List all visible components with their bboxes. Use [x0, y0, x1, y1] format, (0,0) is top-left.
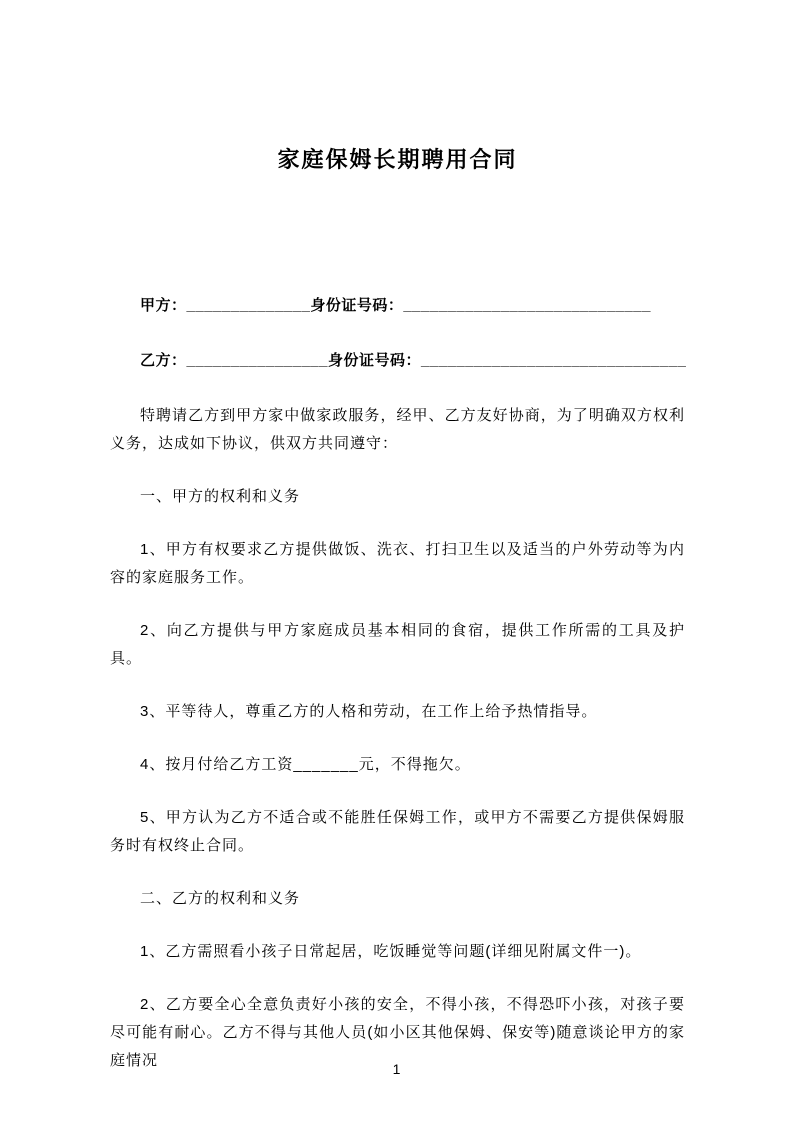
section1-heading: 一、甲方的权利和义务 — [140, 488, 301, 505]
party-b-label: 乙方： — [140, 352, 187, 369]
section2-item-2: 2、乙方要全心全意负责好小孩的安全，不得小孩，不得恐吓小孩，对孩子要尽可能有耐心。乙方不得与其他人员(如小区其他保姆、保安等)随意谈论甲方的家庭情况 — [110, 996, 685, 1069]
section1-item-5: 5、甲方认为乙方不适合或不能胜任保姆工作，或甲方不需要乙方提供保姆服务时有权终止合同。 — [110, 809, 685, 854]
party-b-name-blank: ________________ — [186, 352, 328, 369]
party-b-id-label: 身份证号码： — [328, 352, 422, 369]
section1-item-2: 2、向乙方提供与甲方家庭成员基本相同的食宿，提供工作所需的工具及护具。 — [110, 622, 685, 667]
section1-item-1: 1、甲方有权要求乙方提供做饭、洗衣、打扫卫生以及适当的户外劳动等为内容的家庭服务工作。 — [110, 541, 685, 586]
party-a-id-label: 身份证号码： — [310, 297, 404, 314]
section2-item-1: 1、乙方需照看小孩子日常起居，吃饭睡觉等问题(详细见附属文件一)。 — [140, 943, 642, 960]
party-b-id-blank: ______________________________ — [421, 352, 687, 369]
party-b-line — [110, 347, 685, 375]
section2-heading: 二、乙方的权利和义务 — [140, 890, 301, 907]
party-a-name-blank: ______________ — [186, 297, 311, 314]
section1-item-4: 4、按月付给乙方工资_______元，不得拖欠。 — [140, 756, 471, 773]
party-a-line — [110, 292, 685, 320]
intro-paragraph: 特聘请乙方到甲方家中做家政服务，经甲、乙方友好协商，为了明确双方权利义务，达成如下协议，供双方共同遵守： — [110, 407, 685, 452]
party-a-label: 甲方： — [140, 297, 187, 314]
section1-item-3: 3、平等待人，尊重乙方的人格和劳动，在工作上给予热情指导。 — [140, 703, 598, 720]
document-title: 家庭保姆长期聘用合同 — [277, 147, 518, 172]
page-number: 1 — [392, 1061, 401, 1077]
party-a-id-blank: ____________________________ — [403, 297, 651, 314]
